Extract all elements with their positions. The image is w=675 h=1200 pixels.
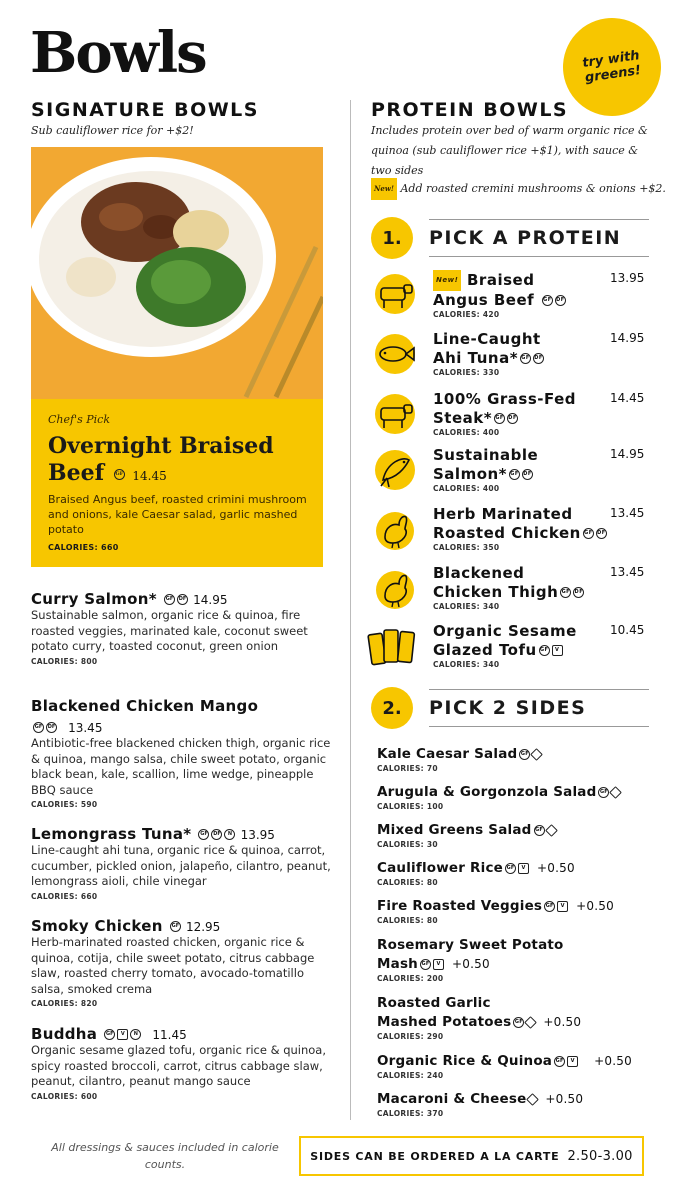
gluten-free-icon: GF [509,469,520,480]
protein-calories: CALORIES: 340 [433,602,500,611]
side-option [377,859,657,887]
gluten-free-icon: GF [542,295,553,306]
chefs-pick-label: Chef's Pick [48,413,110,426]
protein-option [371,446,651,504]
gluten-free-icon: GF [420,959,431,970]
item-desc: Line-caught ahi tuna, organic rice & quinoa, carrot, cucumber, pickled onion, jalapeño, cilantro, peanut, lemongrass aioli, chile vinegar [31,843,331,888]
item-calories: CALORIES: 600 [31,1091,98,1101]
gluten-free-icon: GF [33,722,44,733]
gluten-free-icon: GF [114,469,125,480]
side-extra-price: +0.50 [452,957,490,971]
vegetarian-icon [527,1093,540,1106]
protein-name-2: Roasted Chicken [433,524,581,542]
protein-price: 13.45 [610,506,645,520]
item-name: Curry Salmon* [31,590,157,608]
protein-calories: CALORIES: 400 [433,484,500,493]
protein-option [371,505,651,563]
gluten-free-icon: GF [598,787,609,798]
new-addon-text: Add roasted cremini mushrooms & onions +$2. [400,182,666,195]
item-price: 11.45 [152,1028,187,1042]
protein-calories: CALORIES: 350 [433,543,500,552]
item-calories: CALORIES: 800 [31,656,98,666]
side-name-2: Mashed Potatoes [377,1014,512,1030]
fish-icon [373,332,417,376]
side-calories: CALORIES: 290 [377,1032,444,1041]
side-option [377,783,657,811]
step-number: 2. [371,687,413,729]
side-name: Kale Caesar Salad [377,746,518,762]
side-name: Cauliflower Rice [377,860,504,876]
chicken-icon [373,507,417,551]
side-calories: CALORIES: 80 [377,878,438,887]
protein-price: 10.45 [610,623,645,637]
protein-bowls-heading: PROTEIN BOWLS [371,99,569,121]
side-name: Arugula & Gorgonzola Salad [377,784,597,800]
featured-bowl-panel [31,399,323,567]
cow-icon [373,272,417,316]
cow-icon [373,392,417,436]
vegetarian-icon [531,748,544,761]
side-calories: CALORIES: 100 [377,802,444,811]
side-calories: CALORIES: 80 [377,916,438,925]
gluten-free-icon: GF [534,825,545,836]
step-pick-protein [371,217,649,259]
protein-price: 14.95 [610,447,645,461]
step-label: PICK A PROTEIN [429,219,649,257]
item-calories: CALORIES: 660 [31,891,98,901]
protein-price: 14.45 [610,391,645,405]
gluten-free-icon: GF [494,413,505,424]
side-option [377,936,657,983]
dairy-free-icon: DF [211,829,222,840]
side-option [377,1090,657,1118]
dairy-free-icon: DF [507,413,518,424]
step-pick-sides [371,687,649,729]
protein-price: 13.95 [610,271,645,285]
dairy-free-icon: DF [533,353,544,364]
featured-bowl-name [48,433,307,490]
vegan-icon: V [117,1029,128,1040]
side-name: Mixed Greens Salad [377,822,532,838]
greens-badge: try with greens! [557,12,668,123]
side-option [377,994,657,1041]
protein-name-2: Ahi Tuna* [433,349,519,367]
salmon-icon [373,448,417,492]
featured-calories: CALORIES: 660 [48,543,119,552]
protein-price: 14.95 [610,331,645,345]
item-desc: Sustainable salmon, organic rice & quinoa, fire roasted veggies, marinated kale, coconut sweet potato curry, toasted coconut, green onion [31,608,308,653]
side-extra-price: +0.50 [537,861,575,875]
menu-item [31,916,331,1008]
protein-option [371,390,651,448]
protein-name-2: Glazed Tofu [433,641,537,659]
protein-name: Organic Sesame [433,622,577,640]
step-label: PICK 2 SIDES [429,689,649,727]
protein-name-2: Steak* [433,409,493,427]
a-la-carte-banner [299,1136,644,1176]
item-price: 12.95 [185,920,221,934]
protein-name: Braised [467,271,535,289]
vegan-icon: V [567,1056,578,1067]
side-option [377,897,657,925]
side-calories: CALORIES: 70 [377,764,438,773]
gluten-free-icon: GF [539,645,550,656]
gluten-free-icon: GF [554,1056,565,1067]
vegan-icon: V [557,901,568,912]
item-name: Smoky Chicken [31,917,163,935]
side-option [377,1052,657,1080]
protein-name: Sustainable [433,446,539,464]
featured-desc: Braised Angus beef, roasted crimini mushroom and onions, kale Caesar salad, garlic mashed potato [48,493,307,536]
side-option [377,821,657,849]
item-name: Blackened Chicken Mango [31,697,259,715]
gluten-free-icon: GF [513,1017,524,1028]
chicken-icon [373,566,417,610]
column-divider [350,100,351,1120]
vegan-icon: V [552,645,563,656]
dairy-free-icon: DF [573,587,584,598]
featured-price: 14.45 [132,469,167,483]
protein-option [371,564,651,622]
gluten-free-icon: GF [560,587,571,598]
dairy-free-icon: DF [46,722,57,733]
item-calories: CALORIES: 820 [31,999,98,1008]
calorie-footnote: All dressings & sauces included in calorie counts. [51,1141,279,1171]
item-price: 13.95 [240,828,275,842]
item-price: 13.45 [68,721,103,735]
gluten-free-icon: GF [170,921,181,932]
side-name: Macaroni & Cheese [377,1091,527,1107]
featured-name-text: Overnight Braised Beef [48,433,274,486]
protein-name: 100% Grass-Fed [433,390,577,408]
gluten-free-icon: GF [520,353,531,364]
gluten-free-icon: GF [544,901,555,912]
gluten-free-icon: GF [583,528,594,539]
side-extra-price: +0.50 [576,899,614,913]
side-extra-price: +0.50 [594,1054,632,1068]
new-addon-note [371,178,666,200]
nut-icon: N [130,1029,141,1040]
vegetarian-icon [545,824,558,837]
gluten-free-icon: GF [505,863,516,874]
vegetarian-icon [525,1016,538,1029]
dairy-free-icon: DF [555,295,566,306]
protein-calories: CALORIES: 400 [433,428,500,437]
step-number: 1. [371,217,413,259]
protein-name-2: Chicken Thigh [433,583,559,601]
dairy-free-icon: DF [522,469,533,480]
signature-note: Sub cauliflower rice for +$2! [31,124,194,137]
gluten-free-icon: GF [104,1029,115,1040]
protein-name: Herb Marinated [433,505,573,523]
side-calories: CALORIES: 370 [377,1109,444,1118]
protein-name: Line-Caught [433,330,541,348]
new-badge: New! [371,178,397,200]
protein-option [371,622,651,680]
side-calories: CALORIES: 30 [377,840,438,849]
dairy-free-icon: DF [596,528,607,539]
menu-item [31,1024,331,1101]
side-name: Fire Roasted Veggies [377,898,543,914]
side-calories: CALORIES: 240 [377,1071,444,1080]
a-la-carte-price: 2.50-3.00 [567,1148,633,1164]
side-name: Organic Rice & Quinoa [377,1053,553,1069]
side-option [377,745,657,773]
vegetarian-icon [610,786,623,799]
featured-bowl-photo [31,147,323,399]
protein-calories: CALORIES: 340 [433,660,500,669]
side-name: Rosemary Sweet Potato [377,937,564,953]
protein-name-2: Angus Beef [433,291,535,309]
tofu-icon [367,624,419,668]
side-extra-price: +0.50 [545,1092,584,1106]
vegan-icon: V [433,959,444,970]
protein-name-2: Salmon* [433,465,508,483]
signature-bowls-heading: SIGNATURE BOWLS [31,99,259,121]
side-calories: CALORIES: 200 [377,974,444,983]
item-price: 14.95 [193,593,228,607]
vegan-icon: V [518,863,529,874]
item-calories: CALORIES: 590 [31,800,98,809]
protein-calories: CALORIES: 330 [433,368,500,377]
gluten-free-icon: GF [519,749,530,760]
side-name-2: Mash [377,956,418,972]
page-title: Bowls [30,20,206,86]
nut-icon: N [224,829,235,840]
dairy-free-icon: DF [177,594,188,605]
protein-price: 13.45 [610,565,645,579]
gluten-free-icon: GF [198,829,209,840]
protein-option [371,270,651,328]
protein-calories: CALORIES: 420 [433,310,500,319]
item-desc: Organic sesame glazed tofu, organic rice & quinoa, spicy roasted broccoli, carrot, citrus cabbage slaw, peanut, cilantro, peanut mango sauce [31,1043,327,1088]
side-name: Roasted Garlic [377,995,491,1011]
item-desc: Herb-marinated roasted chicken, organic rice & quinoa, cotija, chile sweet potato, citrus cabbage slaw, roasted cherry tomato, avocado-tomatillo salsa, smoked crema [31,935,315,996]
menu-item [31,697,331,809]
menu-item [31,824,341,901]
protein-note: Includes protein over bed of warm organic rice & quinoa (sub cauliflower rice +$1), with sauce & two sides [371,124,648,177]
menu-item [31,589,331,666]
item-desc: Antibiotic-free blackened chicken thigh, organic rice & quinoa, mango salsa, chile sweet potato, organic black bean, kale, scallion, lime wedge, pineapple BBQ sauce [31,736,331,797]
item-name: Buddha [31,1025,98,1043]
protein-option [371,330,651,388]
a-la-carte-label: SIDES CAN BE ORDERED A LA CARTE [310,1149,560,1163]
side-extra-price: +0.50 [543,1015,582,1029]
new-badge: New! [433,270,461,291]
gluten-free-icon: GF [164,594,175,605]
protein-name: Blackened [433,564,525,582]
item-name: Lemongrass Tuna* [31,825,192,843]
